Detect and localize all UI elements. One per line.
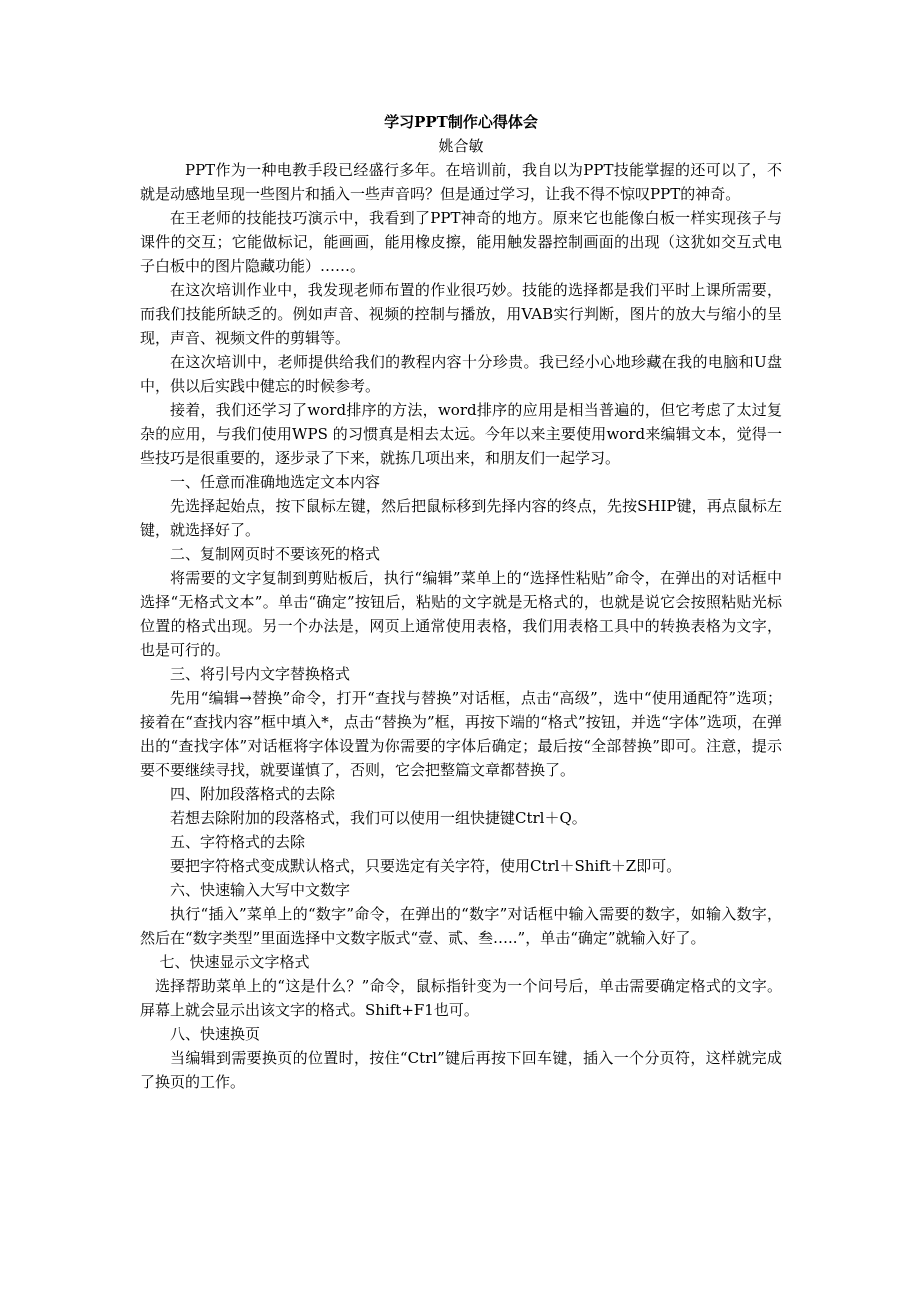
section-heading: 三、将引号内文字替换格式 bbox=[170, 665, 351, 683]
paragraph: 在这次培训作业中，我发现老师布置的作业很巧妙。技能的选择都是我们平时上课所需要，而我们技能所缺乏的。例如声音、视频的控制与播放，用VAB实行判断，图片的放大与缩小的呈现，声音、视频文件的剪辑等。 bbox=[140, 281, 782, 347]
section-heading: 四、附加段落格式的去除 bbox=[170, 785, 336, 803]
section-heading: 二、复制网页时不要该死的格式 bbox=[170, 545, 381, 563]
document-page bbox=[140, 110, 782, 1094]
document-author: 姚合敏 bbox=[438, 137, 484, 155]
paragraph: 接着，我们还学习了word排序的方法，word排序的应用是相当普遍的，但它考虑了太过复杂的应用，与我们使用WPS 的习惯真是相去太远。今年以来主要使用word来编辑文本，觉得一些技巧是很重要的，逐步录了下来，就拣几项出来，和朋友们一起学习。 bbox=[140, 401, 782, 467]
section-body: 若想去除附加的段落格式，我们可以使用一组快捷键Ctrl＋Q。 bbox=[170, 809, 587, 827]
section-body: 要把字符格式变成默认格式，只要选定有关字符，使用Ctrl＋Shift＋Z即可。 bbox=[170, 857, 682, 875]
section-heading: 六、快速输入大写中文数字 bbox=[170, 881, 351, 899]
paragraph: 在王老师的技能技巧演示中，我看到了PPT神奇的地方。原来它也能像白板一样实现孩子与课件的交互；它能做标记，能画画，能用橡皮擦，能用触发器控制画面的出现（这犹如交互式电子白板中的图片隐藏功能）……。 bbox=[140, 209, 782, 275]
section-heading: 五、字符格式的去除 bbox=[170, 833, 306, 851]
section-body: 执行“插入”菜单上的“数字”命令，在弹出的“数字”对话框中输入需要的数字，如输入数字，然后在“数字类型”里面选择中文数字版式“壹、贰、叁…..”，单击“确定”就输入好了。 bbox=[140, 905, 782, 947]
section-heading: 七、快速显示文字格式 bbox=[159, 953, 310, 971]
paragraph-intro: PPT作为一种电教手段已经盛行多年。在培训前，我自以为PPT技能掌握的还可以了，不就是动感地呈现一些图片和插入一些声音吗？但是通过学习，让我不得不惊叹PPT的神奇。 bbox=[140, 161, 782, 203]
section-body: 将需要的文字复制到剪贴板后，执行“编辑”菜单上的“选择性粘贴”命令，在弹出的对话框中选择“无格式文本”。单击“确定”按钮后，粘贴的文字就是无格式的，也就是说它会按照粘贴光标位置的格式出现。另一个办法是，网页上通常使用表格，我们用表格工具中的转换表格为文字，也是可行的。 bbox=[140, 569, 782, 659]
document-title: 学习PPT制作心得体会 bbox=[384, 113, 538, 131]
section-heading: 一、任意而准确地选定文本内容 bbox=[170, 473, 381, 491]
section-body: 先用“编辑→替换”命令，打开“查找与替换”对话框，点击“高级”，选中“使用通配符”选项；接着在“查找内容”框中填入*，点击“替换为”框，再按下端的“格式”按钮，并选“字体”选项，在弹出的“查找字体”对话框将字体设置为你需要的字体后确定；最后按“全部替换”即可。注意，提示要不要继续寻找，就要谨慎了，否则，它会把整篇文章都替换了。 bbox=[140, 689, 782, 779]
paragraph: 在这次培训中，老师提供给我们的教程内容十分珍贵。我已经小心地珍藏在我的电脑和U盘中，供以后实践中健忘的时候参考。 bbox=[140, 353, 782, 395]
section-heading: 八、快速换页 bbox=[170, 1025, 261, 1043]
section-body: 选择帮助菜单上的“这是什么？”命令，鼠标指针变为一个问号后，单击需要确定格式的文字。屏幕上就会显示出该文字的格式。Shift+F1也可。 bbox=[140, 977, 782, 1019]
section-body: 当编辑到需要换页的位置时，按住“Ctrl”键后再按下回车键，插入一个分页符，这样就完成了换页的工作。 bbox=[140, 1049, 782, 1091]
section-body: 先选择起始点，按下鼠标左键，然后把鼠标移到先择内容的终点，先按SHIP键，再点鼠标左键，就选择好了。 bbox=[140, 497, 782, 539]
